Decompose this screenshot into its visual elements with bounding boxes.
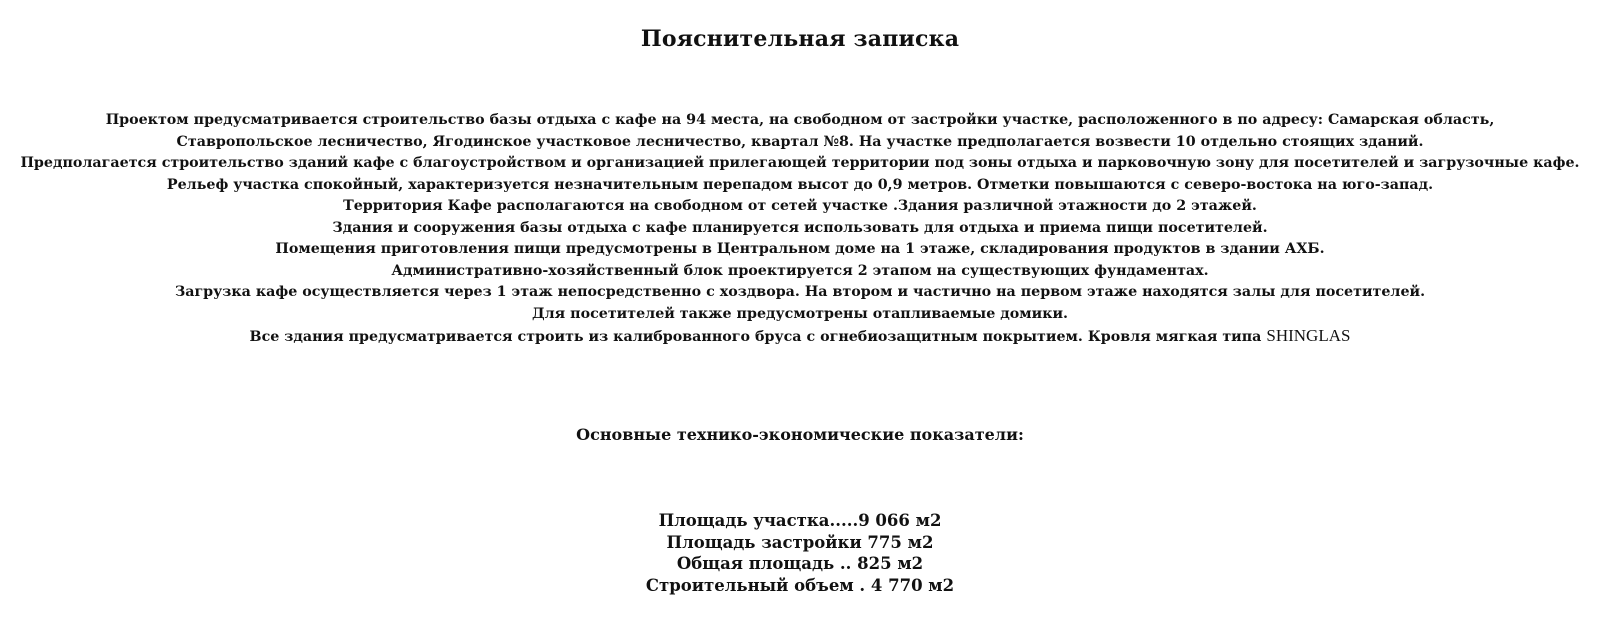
roofing-material: SHINGLAS — [1266, 326, 1351, 345]
paragraph-line: Помещения приготовления пищи предусмотрены в Центральном доме на 1 этаже, складирования продуктов в здании АХБ. — [275, 241, 1325, 257]
paragraph-line: Ставропольское лесничество, Ягодинское участковое лесничество, квартал №8. На участке предполагается возвести 10 отдельно стоящих зданий. — [176, 133, 1424, 150]
indicators-heading: Основные технико-экономические показатели: — [576, 425, 1024, 444]
indicator-built-area: Площадь застройки 775 м2 — [666, 532, 934, 552]
explanatory-text — [10, 110, 1590, 349]
paragraph-line: Рельеф участка спокойный, характеризуется незначительным перепадом высот до 0,9 метров. Отметки повышаются с северо-востока на юго-запад. — [166, 176, 1434, 193]
paragraph-line: Здания и сооружения базы отдыха с кафе планируется использовать для отдыха и приема пищи посетителей. — [332, 219, 1268, 236]
paragraph-line: Загрузка кафе осуществляется через 1 этаж непосредственно с хоздвора. На втором и частично на первом этаже находятся залы для посетителей. — [174, 284, 1426, 300]
document-title: Пояснительная записка — [640, 26, 960, 52]
paragraph-line: Проектом предусматривается строительство базы отдыха с кафе на 94 места, на свободном от застройки участке, расположенного в по адресу: Самарская область, — [105, 112, 1495, 128]
paragraph-line: Для посетителей также предусмотрены отапливаемые домики. — [531, 305, 1069, 322]
paragraph-line: Административно-хозяйственный блок проектируется 2 этапом на существующих фундаментах. — [391, 262, 1209, 279]
roofing-text: Все здания предусматривается строить из калиброванного бруса с огнебиозащитным покрытием. Кровля мягкая типа — [249, 329, 1267, 345]
paragraph-line-roofing — [10, 325, 1590, 349]
indicators-list — [0, 510, 1600, 596]
indicator-volume: Строительный объем . 4 770 м2 — [645, 575, 955, 595]
indicator-site-area: Площадь участка.....9 066 м2 — [658, 511, 942, 530]
paragraph-line: Предполагается строительство зданий кафе с благоустройством и организацией прилегающей территории под зоны отдыха и парковочную зону для посетителей и загрузочные кафе. — [20, 155, 1580, 171]
indicator-total-area: Общая площадь .. 825 м2 — [676, 554, 924, 573]
paragraph-line: Территория Кафе располагаются на свободном от сетей участке .Здания различной этажности до 2 этажей. — [343, 198, 1257, 214]
